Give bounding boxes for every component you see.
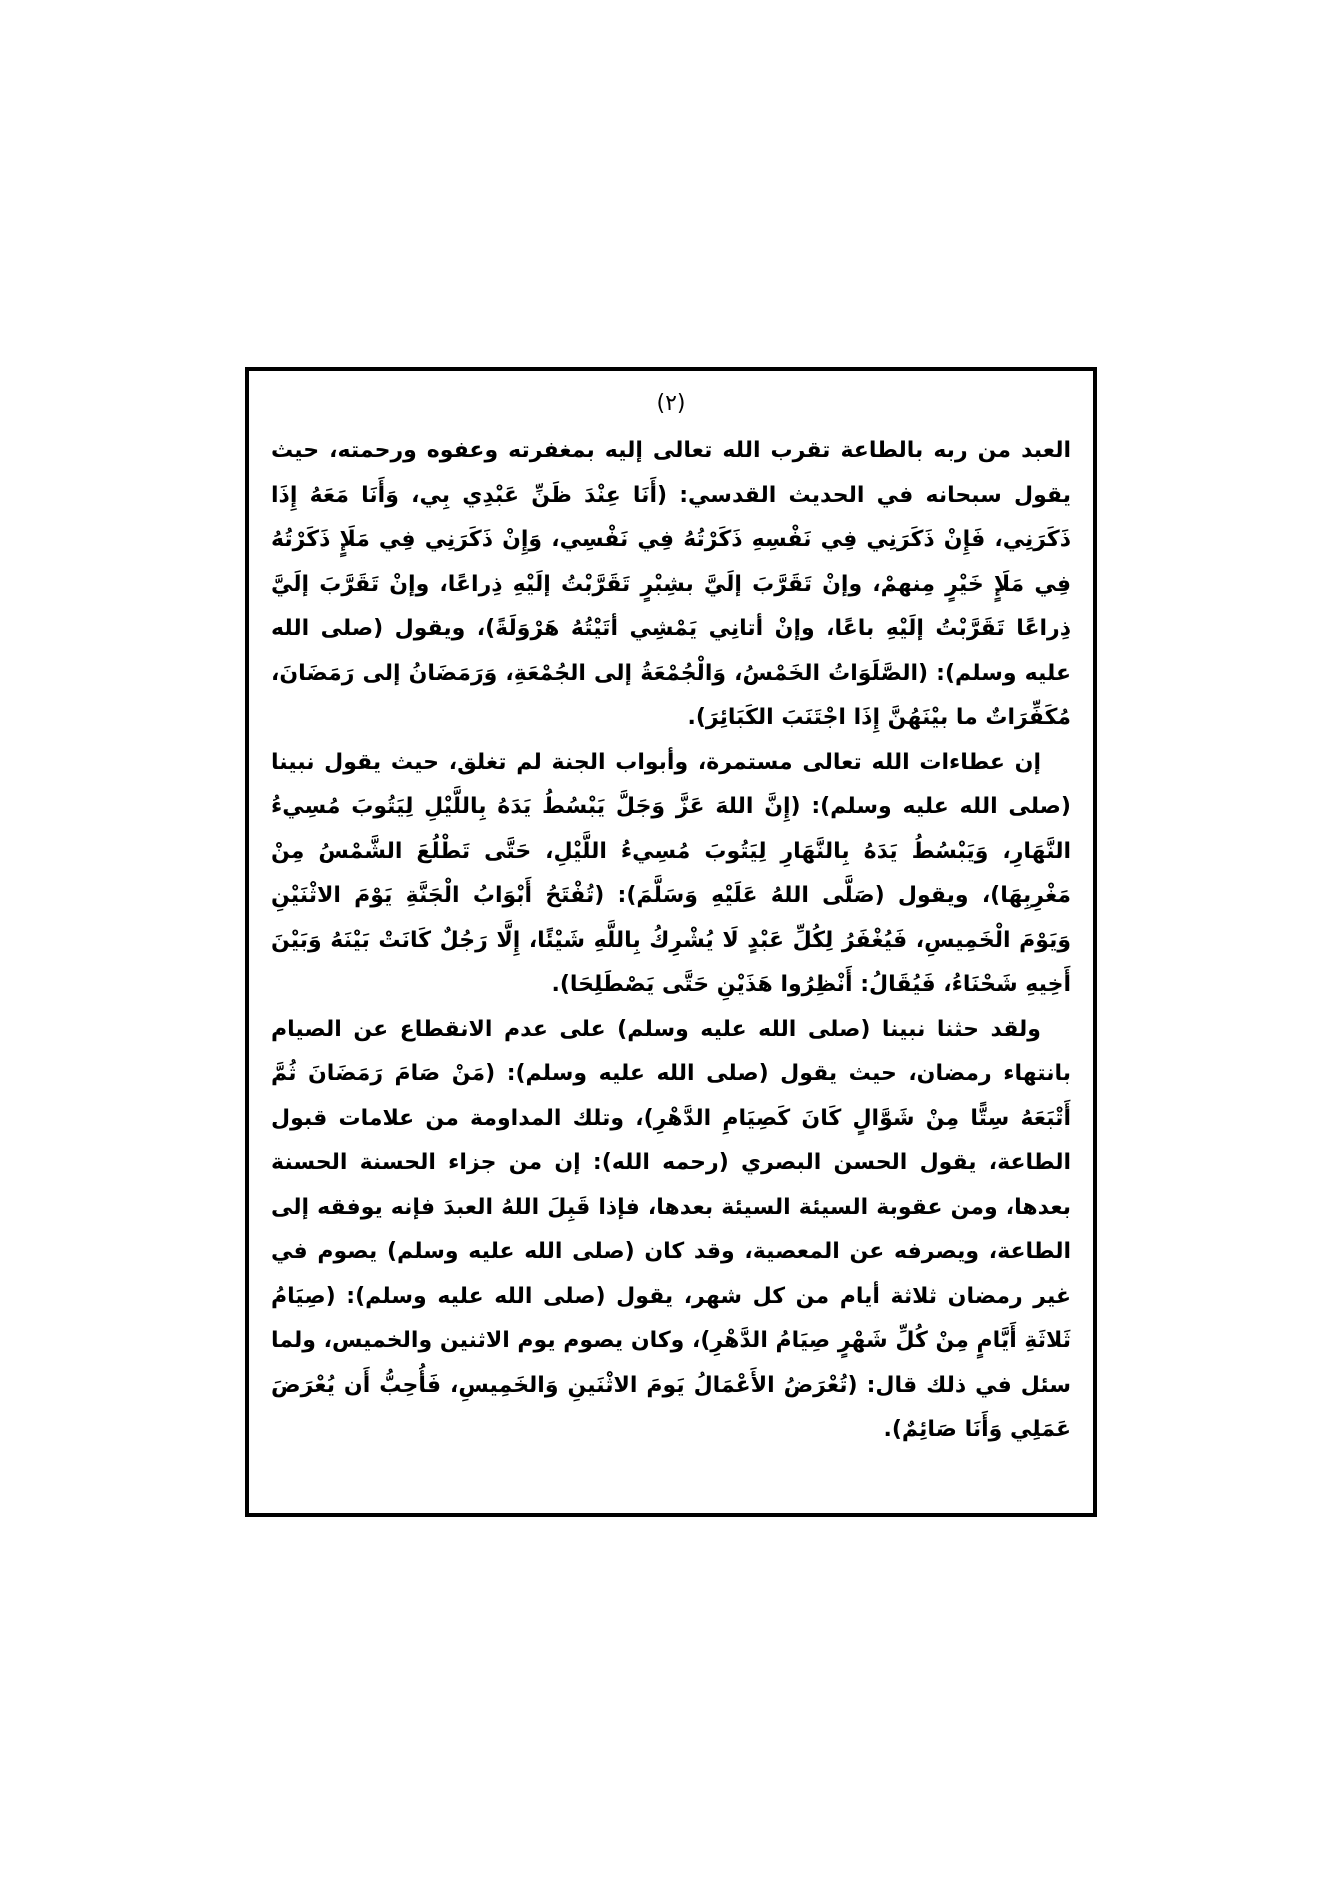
paragraph-1: العبد من ربه بالطاعة تقرب الله تعالى إليه بمغفرته وعفوه ورحمته، حيث يقول سبحانه في الحديث القدسي: (أَنَا عِنْدَ ظَنِّ عَبْدِي بِي، وَأَنَا مَعَهُ إِذَا ذَكَرَنِي، فَإِنْ ذَكَرَنِي فِي نَفْسِهِ ذَكَرْتُهُ فِي نَفْسِي، وَإِنْ ذَكَرَنِي فِي مَلَإٍ ذَكَرْتُهُ فِي مَلَإٍ خَيْرٍ مِنهمْ، وإنْ تَقَرَّبَ إلَيَّ بشِبْرٍ تَقَرَّبْتُ إلَيْهِ ذِراعًا، وإنْ تَقَرَّبَ إلَيَّ ذِراعًا تَقَرَّبْتُ إلَيْهِ باعًا، وإنْ أتانِي يَمْشِي أتَيْتُهُ هَرْوَلَةً)، ويقول (صلى الله عليه وسلم): (الصَّلَوَاتُ الخَمْسُ، وَالْجُمْعَةُ إلى الجُمْعَةِ، وَرَمَضَانُ إلى رَمَضَانَ، مُكَفِّرَاتٌ ما بيْنَهُنَّ إِذَا اجْتَنَبَ الكَبَائِرَ). [271, 438, 1071, 730]
paragraph-2: إن عطاءات الله تعالى مستمرة، وأبواب الجنة لم تغلق، حيث يقول نبينا (صلى الله عليه وسلم): (إِنَّ اللهَ عَزَّ وَجَلَّ يَبْسُطُ يَدَهُ بِاللَّيْلِ لِيَتُوبَ مُسِيءُ النَّهَارِ، وَيَبْسُطُ يَدَهُ بِالنَّهَارِ لِيَتُوبَ مُسِيءُ اللَّيْلِ، حَتَّى تَطْلُعَ الشَّمْسُ مِنْ مَغْرِبِهَا)، ويقول (صَلَّى اللهُ عَلَيْهِ وَسَلَّمَ): (تُفْتَحُ أَبْوَابُ الْجَنَّةِ يَوْمَ الاثْنَيْنِ وَيَوْمَ الْخَمِيسِ، فَيُغْفَرُ لِكُلِّ عَبْدٍ لَا يُشْرِكُ بِاللَّهِ شَيْئًا، إِلَّا رَجُلٌ كَانَتْ بَيْنَهُ وَبَيْنَ أَخِيهِ شَحْنَاءُ، فَيُقَالُ: أَنْظِرُوا هَذَيْنِ حَتَّى يَصْطَلِحَا). [271, 749, 1071, 997]
page-number: (٢) [656, 391, 686, 416]
paragraph-3: ولقد حثنا نبينا (صلى الله عليه وسلم) على عدم الانقطاع عن الصيام بانتهاء رمضان، حيث يقول (صلى الله عليه وسلم): (مَنْ صَامَ رَمَضَانَ ثُمَّ أَتْبَعَهُ سِتًّا مِنْ شَوَّالٍ كَانَ كَصِيَامِ الدَّهْرِ)، وتلك المداومة من علامات قبول الطاعة، يقول الحسن البصري (رحمه الله): إن من جزاء الحسنة الحسنة بعدها، ومن عقوبة السيئة السيئة بعدها، فإذا قَبِلَ اللهُ العبدَ فإنه يوفقه إلى الطاعة، ويصرفه عن المعصية، وقد كان (صلى الله عليه وسلم) يصوم في غير رمضان ثلاثة أيام من كل شهر، يقول (صلى الله عليه وسلم): (صِيَامُ ثَلاثَةِ أَيَّامٍ مِنْ كُلِّ شَهْرٍ صِيَامُ الدَّهْرِ)، وكان يصوم يوم الاثنين والخميس، ولما سئل في ذلك قال: (تُعْرَضُ الأَعْمَالُ يَومَ الاثْنَينِ وَالخَمِيسِ، فَأُحِبُّ أَن يُعْرَضَ عَمَلِي وَأَنَا صَائِمٌ). [271, 1016, 1071, 1442]
page-frame [245, 367, 1097, 1517]
body-text [271, 429, 1071, 1453]
